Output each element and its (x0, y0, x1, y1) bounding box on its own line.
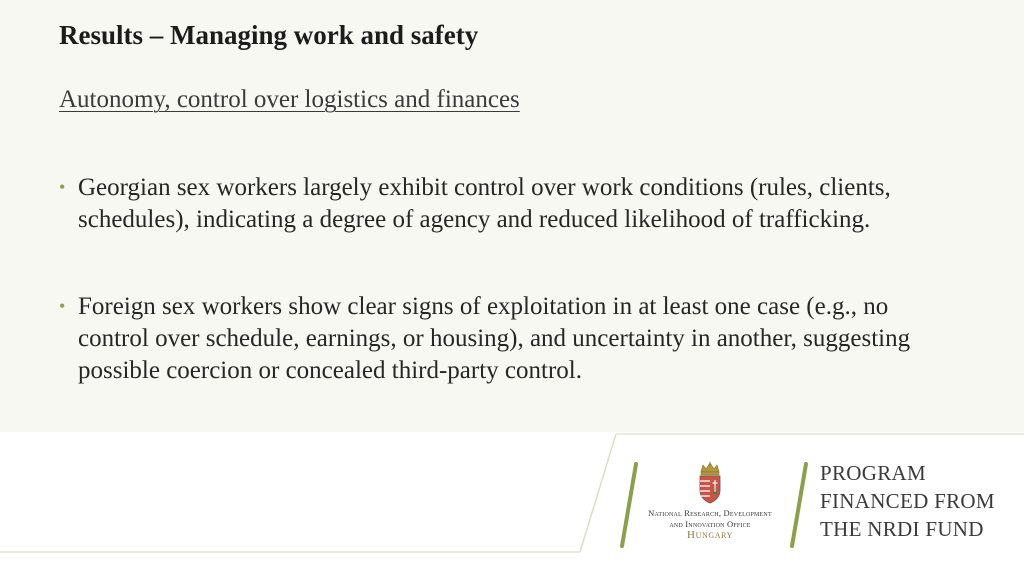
office-name-line-2: and Innovation Office (669, 519, 751, 529)
bullet-marker: • (59, 296, 66, 316)
slide-subtitle: Autonomy, control over logistics and finances (59, 86, 520, 113)
bullet-list (59, 172, 959, 387)
bullet-marker: • (59, 177, 66, 197)
slide-title: Results – Managing work and safety (59, 20, 479, 50)
office-country: Hungary (687, 529, 733, 541)
bullet-item (59, 291, 959, 387)
program-line-1: PROGRAM (820, 461, 926, 485)
program-financed-text (820, 459, 1010, 543)
program-line-3: THE NRDI FUND (820, 517, 984, 541)
nrdi-office-logo (640, 458, 780, 548)
hungarian-coat-of-arms-icon (697, 462, 723, 504)
office-name-line-1: National Research, Development (648, 508, 772, 518)
bullet-text: Georgian sex workers largely exhibit control over work conditions (rules, clients, schedules), indicating a degree of agency and reduced likelihood of trafficking. (78, 174, 891, 233)
bullet-text: Foreign sex workers show clear signs of exploitation in at least one case (e.g., no control over schedule, earnings, or housing), and uncertainty in another, suggesting possible coercion or concealed third-party control. (78, 293, 911, 384)
bullet-item (59, 172, 959, 236)
program-line-2: FINANCED FROM (820, 489, 995, 513)
